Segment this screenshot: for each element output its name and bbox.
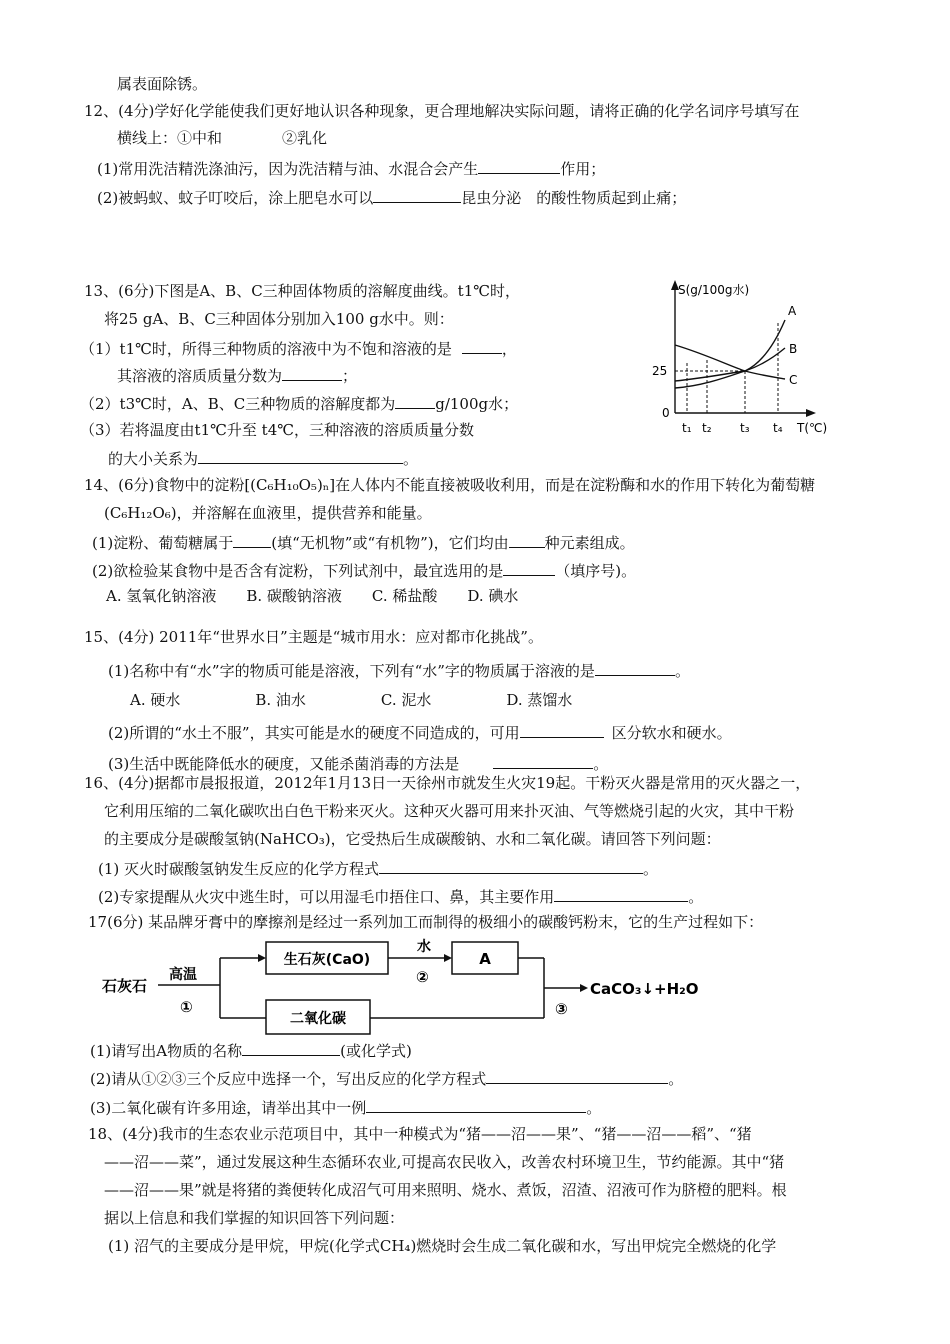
q14-part-2 <box>92 559 636 581</box>
flow-box-a-label: A <box>479 950 491 968</box>
arrow-head-icon <box>444 954 452 962</box>
q14-stem-2: (C₆H₁₂O₆)，并溶解在血液里，提供营养和能量。 <box>104 504 432 522</box>
q17-3-text-end: 。 <box>586 1099 602 1117</box>
flow-box-cao-label: 生石灰(CaO) <box>283 952 371 968</box>
graph-x-label: T(℃) <box>797 421 828 435</box>
q13-part-3b <box>108 447 418 469</box>
q16-1-text-end: 。 <box>643 860 659 878</box>
q15-2-text-end: 区分软水和硬水。 <box>611 724 732 742</box>
q15-stem: 15、(4分) 2011年“世界水日”主题是“城市用水：应对都市化挑战”。 <box>84 628 543 646</box>
q18-stem-2: ——沼——菜”，通过发展这种生态循环农业,可提高农民收入，改善农村环境卫生，节约能源。其中“猪 <box>104 1153 785 1171</box>
q14-2-text-end: （填序号)。 <box>555 562 637 580</box>
graph-tick-t4: t₄ <box>773 421 783 435</box>
q16-part-2 <box>98 885 703 907</box>
q14-stem: 14、(6分)食物中的淀粉[(C₆H₁₀O₅)ₙ]在人体内不能直接被吸收利用，而是在淀粉酶和水的作用下转化为葡萄糖 <box>84 476 816 494</box>
graph-y-label: S(g/100g水) <box>678 283 750 297</box>
q13-part-1b <box>117 364 357 386</box>
q14-options: A. 氢氧化钠溶液 B. 碳酸钠溶液 C. 稀盐酸 D. 碘水 <box>106 587 519 605</box>
q14-1-text-mid: (填“无机物”或“有机物”)，它们均由 <box>271 534 509 552</box>
flow-start-label: 石灰石 <box>102 977 148 995</box>
q17-part-3 <box>90 1096 601 1118</box>
graph-label-a: A <box>788 304 797 318</box>
flow-step-3: ③ <box>555 1000 568 1018</box>
flow-box-co2-label: 二氧化碳 <box>290 1011 346 1027</box>
q13-part-3: （3）若将温度由t1℃升至 t4℃，三种溶液的溶质质量分数 <box>80 421 475 439</box>
q15-part-2 <box>108 721 732 743</box>
q15-3-text: (3)生活中既能降低水的硬度，又能杀菌消毒的方法是 <box>108 755 460 773</box>
flow-step-1: ① <box>180 998 193 1016</box>
q15-options: A. 硬水 B. 油水 C. 泥水 D. 蒸馏水 <box>130 691 573 709</box>
q17-1-text: (1)请写出A物质的名称 <box>90 1042 243 1060</box>
q13-3b-text: 的大小关系为 <box>108 450 199 468</box>
graph-tick-t2: t₂ <box>702 421 712 435</box>
q13-3-blank[interactable] <box>198 447 403 464</box>
q17-3-blank[interactable] <box>366 1096 586 1113</box>
q15-1-blank[interactable] <box>595 659 675 676</box>
q13-1-text: （1）t1℃时，所得三种物质的溶液中为不饱和溶液的是 <box>80 340 452 358</box>
graph-y-25: 25 <box>652 364 668 378</box>
q15-1-text-end: 。 <box>674 662 690 680</box>
q13-part-1 <box>80 337 517 359</box>
q17-1-blank[interactable] <box>242 1039 340 1056</box>
q15-1-text: (1)名称中有“水”字的物质可能是溶液，下列有“水”字的物质属于溶液的是 <box>108 662 595 680</box>
arrow-head-icon <box>580 984 588 992</box>
line-q11-end: 属表面除锈。 <box>117 75 208 93</box>
q17-2-text: (2)请从①②③三个反应中选择一个，写出反应的化学方程式 <box>90 1070 487 1088</box>
q14-2-text: (2)欲检验某食物中是否含有淀粉，下列试剂中，最宜选用的是 <box>92 562 504 580</box>
q14-1-blank[interactable] <box>233 531 271 548</box>
q13-1c-text: 其溶液的溶质质量分数为 <box>117 367 283 385</box>
q15-2-text: (2)所谓的“水土不服”，其实可能是水的硬度不同造成的，可用 <box>108 724 520 742</box>
q12-2-text-end: 昆虫分泌 的酸性物质起到止痛； <box>461 189 687 207</box>
graph-origin: 0 <box>662 406 670 420</box>
flow-cond-1: 高温 <box>169 967 197 983</box>
q16-1-text: (1) 灭火时碳酸氢钠发生反应的化学方程式 <box>98 860 380 878</box>
q12-1-text-end: 作用； <box>560 160 606 178</box>
q12-part-2 <box>97 186 686 208</box>
q17-1-text-end: (或化学式) <box>340 1042 412 1060</box>
q16-2-blank[interactable] <box>554 885 688 902</box>
graph-curve-a <box>675 320 785 388</box>
q13-1-text-end: ， <box>501 340 517 358</box>
q18-stem-3: ——沼——果”就是将猪的粪便转化成沼气可用来照明、烧水、煮饭，沼渣、沼液可作为脐橙的肥料。根 <box>104 1181 787 1199</box>
q15-3-blank[interactable] <box>493 752 593 769</box>
q13-1-blank[interactable] <box>462 337 502 354</box>
solubility-curve-graph <box>645 278 850 440</box>
q17-2-text-end: 。 <box>668 1070 684 1088</box>
production-flow-diagram <box>100 938 740 1050</box>
q14-1-text-end: 种元素组成。 <box>544 534 635 552</box>
q15-part-3 <box>108 752 608 774</box>
q15-3-text-end: 。 <box>593 755 609 773</box>
q13-2-text: （2）t3℃时，A、B、C三种物质的溶解度都为 <box>80 395 396 413</box>
q18-part-1: (1) 沼气的主要成分是甲烷，甲烷(化学式CH₄)燃烧时会生成二氧化碳和水，写出甲烷完全燃烧的化学 <box>108 1237 777 1255</box>
q13-1c-blank[interactable] <box>282 364 342 381</box>
flow-step-2: ② <box>416 968 429 986</box>
q18-stem: 18、(4分)我市的生态农业示范项目中，其中一种模式为“猪——沼——果”、“猪——沼——稻”、“猪 <box>88 1125 752 1143</box>
q13-2-text-end: g/100g水； <box>435 395 519 413</box>
q12-1-text: (1)常用洗洁精洗涤油污，因为洗洁精与油、水混合会产生 <box>97 160 479 178</box>
graph-tick-t3: t₃ <box>740 421 750 435</box>
q17-part-1 <box>90 1039 412 1061</box>
q16-stem: 16、(4分)据都市晨报报道，2012年1月13日一天徐州市就发生火灾19起。干粉灭火器是常用的灭火器之一， <box>84 774 811 792</box>
q14-part-1 <box>92 531 635 553</box>
q16-1-blank[interactable] <box>379 857 643 874</box>
graph-label-b: B <box>789 342 798 356</box>
graph-label-c: C <box>789 373 798 387</box>
q14-1-text: (1)淀粉、葡萄糖属于 <box>92 534 234 552</box>
q13-stem: 13、(6分)下图是A、B、C三种固体物质的溶解度曲线。t1℃时， <box>84 282 521 300</box>
q12-2-text: (2)被蚂蚁、蚊子叮咬后，涂上肥皂水可以 <box>97 189 374 207</box>
graph-tick-t1: t₁ <box>682 421 692 435</box>
q13-stem-2: 将25 gA、B、C三种固体分别加入100 g水中。则： <box>104 310 454 328</box>
arrow-head-icon <box>258 954 266 962</box>
q12-1-blank[interactable] <box>478 157 560 174</box>
q16-stem-2: 它利用压缩的二氧化碳吹出白色干粉来灭火。这种灭火器可用来扑灭油、气等燃烧引起的火灾，其中干粉 <box>104 802 795 820</box>
q13-part-2 <box>80 392 518 414</box>
q13-1c-text-end: ； <box>342 367 358 385</box>
q16-stem-3: 的主要成分是碳酸氢钠(NaHCO₃)，它受热后生成碳酸钠、水和二氧化碳。请回答下列问题： <box>104 830 721 848</box>
q16-part-1 <box>98 857 658 879</box>
q12-part-1 <box>97 157 605 179</box>
flow-cond-2: 水 <box>417 939 431 955</box>
q15-2-blank[interactable] <box>520 721 604 738</box>
q16-2-text-end: 。 <box>688 888 704 906</box>
q17-stem: 17(6分) 某品牌牙膏中的摩擦剂是经过一系列加工而制得的极细小的碳酸钙粉末，它的生产过程如下： <box>88 913 764 931</box>
q12-stem: 12、(4分)学好化学能使我们更好地认识各种现象，更合理地解决实际问题，请将正确的化学名词序号填写在 <box>84 102 800 120</box>
q14-2-blank[interactable] <box>503 559 555 576</box>
arrow-head-icon <box>806 409 816 417</box>
q13-3b-text-end: 。 <box>403 450 419 468</box>
flow-product: CaCO₃↓+H₂O <box>590 980 699 998</box>
q17-3-text: (3)二氧化碳有许多用途，请举出其中一例 <box>90 1099 367 1117</box>
q17-part-2 <box>90 1067 683 1089</box>
q18-stem-4: 据以上信息和我们掌握的知识回答下列问题： <box>104 1209 405 1227</box>
q13-2-blank[interactable] <box>395 392 435 409</box>
q12-stem-2: 横线上：①中和 ②乳化 <box>117 129 328 147</box>
q15-part-1 <box>108 659 690 681</box>
q16-2-text: (2)专家提醒从火灾中逃生时，可以用湿毛巾捂住口、鼻，其主要作用 <box>98 888 555 906</box>
q12-2-blank[interactable] <box>373 186 461 203</box>
q17-2-blank[interactable] <box>486 1067 668 1084</box>
q14-1b-blank[interactable] <box>509 531 545 548</box>
